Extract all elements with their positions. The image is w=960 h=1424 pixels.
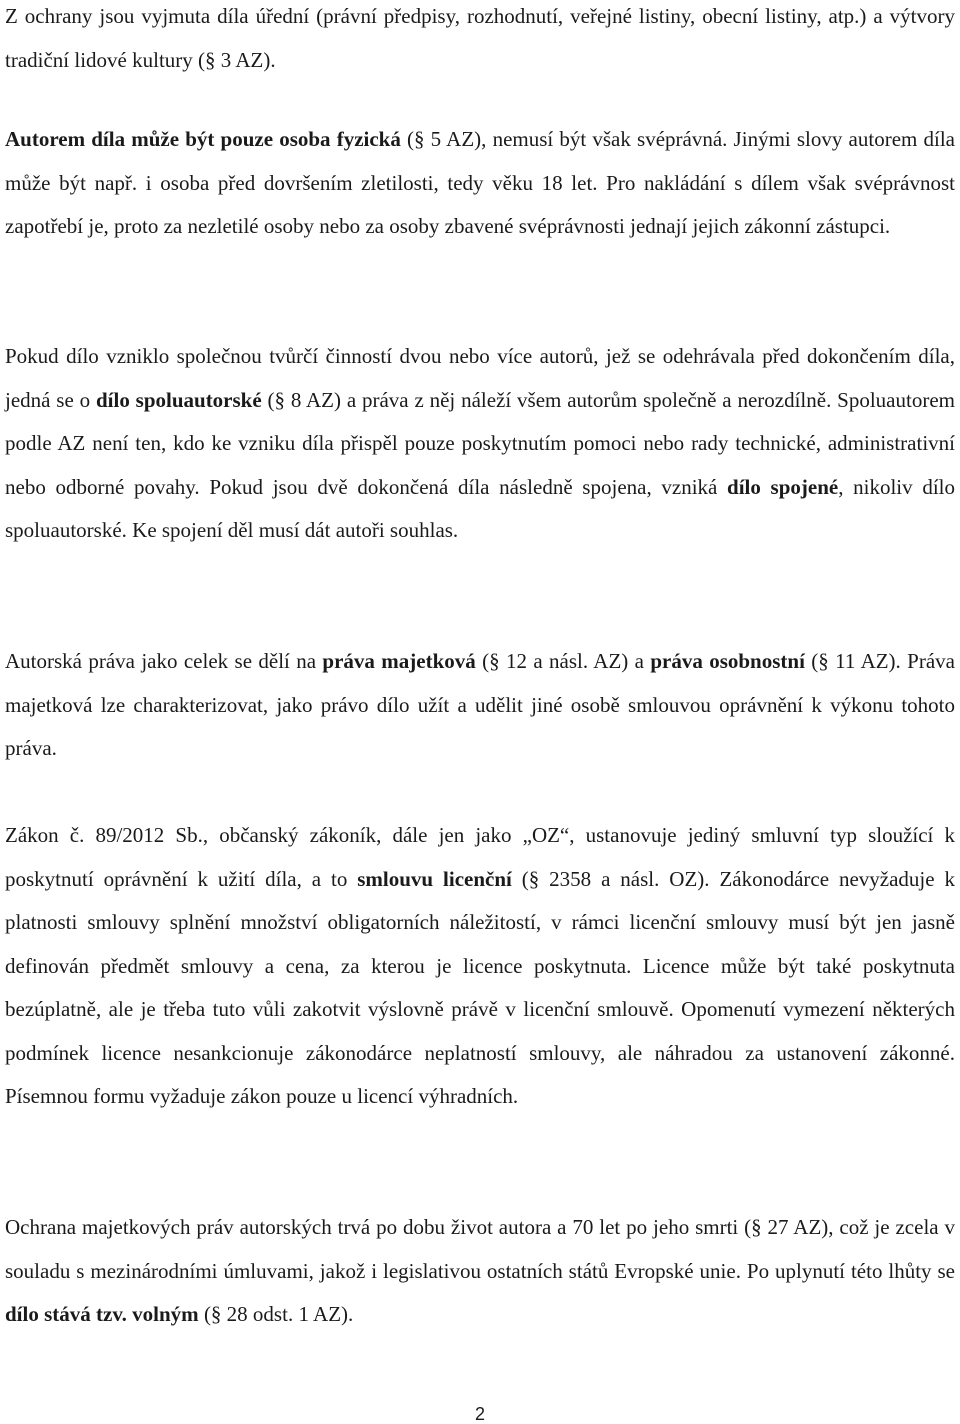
paragraph-license-agreement (5, 814, 955, 1119)
text-run: (§ 12 a násl. AZ) a (475, 649, 651, 673)
bold-term: práva majetková (322, 649, 476, 673)
paragraph-protection-duration (5, 1206, 955, 1337)
text-run: Ochrana majetkových práv autorských trvá po dobu život autora a 70 let po jeho smrti (§ 27 AZ), což je zcela v souladu s mezinárodními úmluvami, jakož i legislativou ostatních států Evropské unie. Po uplynutí této lhůty se (5, 1215, 955, 1283)
page-number: 2 (474, 1404, 485, 1424)
paragraph-exclusions (5, 0, 955, 82)
text-run: Z ochrany jsou vyjmuta díla úřední (právní předpisy, rozhodnutí, veřejné listiny, obecní listiny, atp.) a výtvory tradiční lidové kultury (§ 3 AZ). (5, 4, 955, 72)
bold-term: dílo stává tzv. volným (5, 1302, 199, 1326)
paragraph-property-and-moral-rights (5, 640, 955, 771)
text-run: , nikoliv dílo spoluautorské. Ke spojení děl musí dát autoři souhlas. (5, 474, 955, 542)
text-run: Zákon č. 89/2012 Sb. (5, 823, 203, 847)
bold-term: Autorem díla může být pouze osoba fyzická (5, 127, 401, 151)
text-run: Autorská práva jako celek se dělí na (5, 649, 323, 673)
bold-term: dílo spoluautorské (95, 387, 262, 412)
paragraph-joint-work (5, 335, 955, 553)
text-run: , občanský zákoník, dále jen jako „OZ“, ustanovuje jediný smluvní typ sloužící k poskytnutí oprávnění k užití díla, a to (5, 823, 956, 891)
text-run: (§ 2358 a násl. OZ). Zákonodárce nevyžaduje k platnosti smlouvy splnění množství obligatorních náležitostí, v rámci licenční smlouvy musí být jen jasně definován předmět smlouvy a cena, za kterou je licence poskytnuta. Licence může být také poskytnuta bezúplatně, ale je třeba tuto vůli zakotvit výslovně právě v licenční smlouvě. Opomenutí vymezení některých podmínek licence nesankcionuje zákonodárce neplatností smlouvy, ale náhradou za ustanovení zákonné. Písemnou formu vyžaduje zákon pouze u licencí výhradních. (5, 866, 955, 1108)
bold-term: smlouvu licenční (357, 866, 512, 891)
text-run: (§ 11 AZ). Práva majetková lze charakterizovat, jako právo dílo užít a udělit jiné osobě smlouvou oprávnění k výkonu tohoto práva. (5, 649, 955, 760)
bold-term: dílo spojené (727, 474, 839, 499)
bold-term: práva osobnostní (650, 649, 805, 673)
text-run: (§ 8 AZ) a práva z něj náleží všem autorům společně a nerozdílně. Spoluautorem podle AZ není ten, kdo ke vzniku díla přispěl pouze poskytnutím pomoci nebo rady technické, administrativní nebo odborné povahy. Pokud jsou dvě dokončená díla následně spojena, vzniká (5, 387, 955, 499)
text-run: (§ 5 AZ), nemusí být však svéprávná. Jinými slovy autorem díla může být např. i osoba před dovršením zletilosti, tedy věku 18 let. Pro nakládání s dílem však svéprávnost zapotřebí je, proto za nezletilé osoby nebo za osoby zbavené svéprávnosti jednají jejich zákonní zástupci. (5, 127, 955, 238)
text-run: Pokud dílo vzniklo společnou tvůrčí činností dvou nebo více autorů, jež se odehrávala před dokončením díla, jedná se o (5, 344, 955, 412)
paragraph-author-natural-person (5, 118, 955, 249)
text-run: (§ 28 odst. 1 AZ). (198, 1302, 354, 1326)
